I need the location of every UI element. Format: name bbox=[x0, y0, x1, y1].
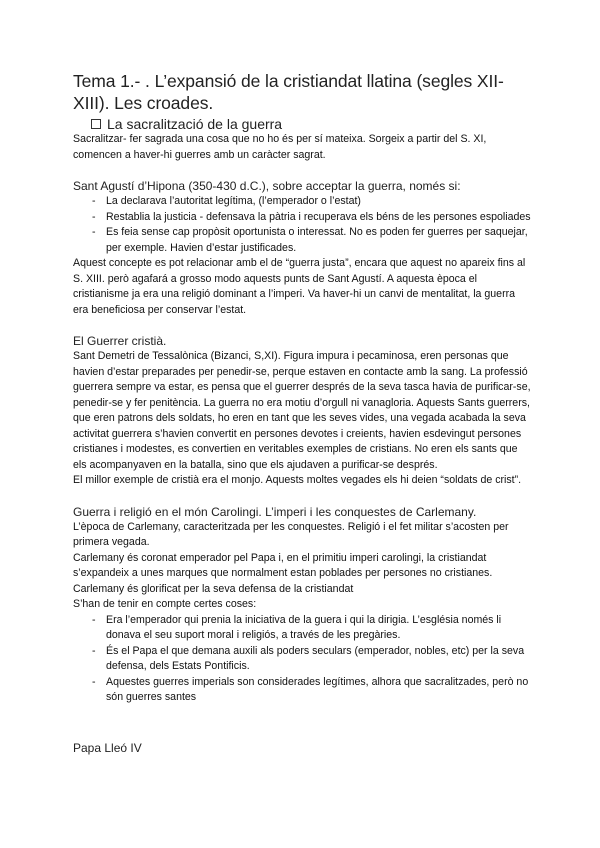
paragraph-carlemany-3: Carlemany és glorificat per la seva defensa de la cristiandat bbox=[73, 582, 354, 595]
spacer bbox=[73, 318, 533, 333]
list-item: - Era l’emperador qui prenia la iniciativa de la guera i qui la dirigia. L’església només li donava el seu suport moral i religiós, a través de les pregàries. bbox=[92, 613, 533, 644]
section-heading-text: La sacralització de la guerra bbox=[107, 116, 283, 132]
spacer bbox=[73, 489, 533, 504]
list-item: - La declarava l’autoritat legítima, (l’emperador o l’estat) bbox=[92, 194, 533, 210]
paragraph-monjo: El millor exemple de cristià era el monjo. Aquests moltes vegades els hi deien “soldats de crist”. bbox=[73, 474, 522, 486]
paragraph-carlemany-2: Carlemany és coronat emperador pel Papa i, en el primitiu imperi carolingi, la cristiandat s’expandeix a unes marques que normalment estan poblades per persones no cristianes. bbox=[73, 551, 493, 579]
section-heading-agusti: Sant Agustí d’Hipona (350-430 d.C.), sobre acceptar la guerra, només si: bbox=[73, 179, 461, 193]
spacer bbox=[73, 706, 533, 740]
paragraph-sacralitzar: Sacralitzar- fer sagrada una cosa que no ho és per sí mateixa. Sorgeix a partir del S. XI, comencen a haver-hi guerres amb un caràcter sagrat. bbox=[73, 133, 487, 161]
paragraph-demetri: Sant Demetri de Tessalònica (Bizanci, S,XI). Figura impura i pecaminosa, eren personas que havien d’estar preparades per penedir-se, perque estaven en contacte amb la sang. La professió guerrera sempre va estar, es pensa que el guerrer després de la seva tasca havia de purificar-se, penedir-se y fer penitència. La guerra no era motiu d’orgull ni vanagloria. Aquests Sants guerrers, que eren patrons dels soldats, ho eren en tant que les seves vides, una vegada acabada la seva activitat guerrera s’havien convertit en persones devotes i creients, havien esdevingut persones cristianes i modestes, es convertien en veritables exemples de cristians. No eren els sants que els acompanyaven en la batalla, sino que els ajudaven a purificar-se després. bbox=[73, 350, 531, 471]
document-title: Tema 1.- . L’expansió de la cristiandat llatina (segles XII-XIII). Les croades. bbox=[73, 71, 504, 113]
bullet-list-carolingi bbox=[73, 613, 533, 706]
list-item: - Restablia la justicia - defensava la pàtria i recuperava els béns de les persones espoliades bbox=[92, 210, 533, 226]
spacer bbox=[73, 163, 533, 178]
section-heading-sacralitzacio bbox=[91, 116, 533, 132]
list-item: - Aquestes guerres imperials son considerades legítimes, alhora que sacralitzades, però no són guerres santes bbox=[92, 675, 533, 706]
list-item: - És el Papa el que demana auxili als poders seculars (emperador, nobles, etc) per la seva defensa, dels Estats Pontificis. bbox=[92, 644, 533, 675]
document-page bbox=[73, 70, 533, 756]
paragraph-guerra-justa: Aquest concepte es pot relacionar amb el de “guerra justa”, encara que aquest no apareix fins al S. XIII. però agafará a grosso modo aquests punts de Sant Agustí. A aquesta època el cristianisme ja era una religió dominant a l’imperi. Va haver-hi un canvi de mentalitat, la guerra era beneficiosa per conservar l’estat. bbox=[73, 257, 526, 316]
section-heading-carolingi: Guerra i religió en el món Carolingi. L’imperi i les conquestes de Carlemany. bbox=[73, 504, 477, 519]
paragraph-carlemany-1: L’època de Carlemany, caracteritzada per les conquestes. Religió i el fet militar s’acosten per primera vegada. bbox=[73, 520, 509, 548]
checkbox-icon[interactable] bbox=[91, 119, 101, 129]
section-heading-lleo: Papa Lleó IV bbox=[73, 740, 142, 755]
section-heading-guerrer: El Guerrer cristià. bbox=[73, 334, 167, 348]
paragraph-carlemany-4: S’han de tenir en compte certes coses: bbox=[73, 598, 257, 610]
bullet-list-agusti bbox=[73, 194, 533, 256]
list-item: - Es feia sense cap propòsit oportunista o interessat. No es poden fer guerres per saquejar, per exemple. Havien d’estar justificades. bbox=[92, 225, 533, 256]
